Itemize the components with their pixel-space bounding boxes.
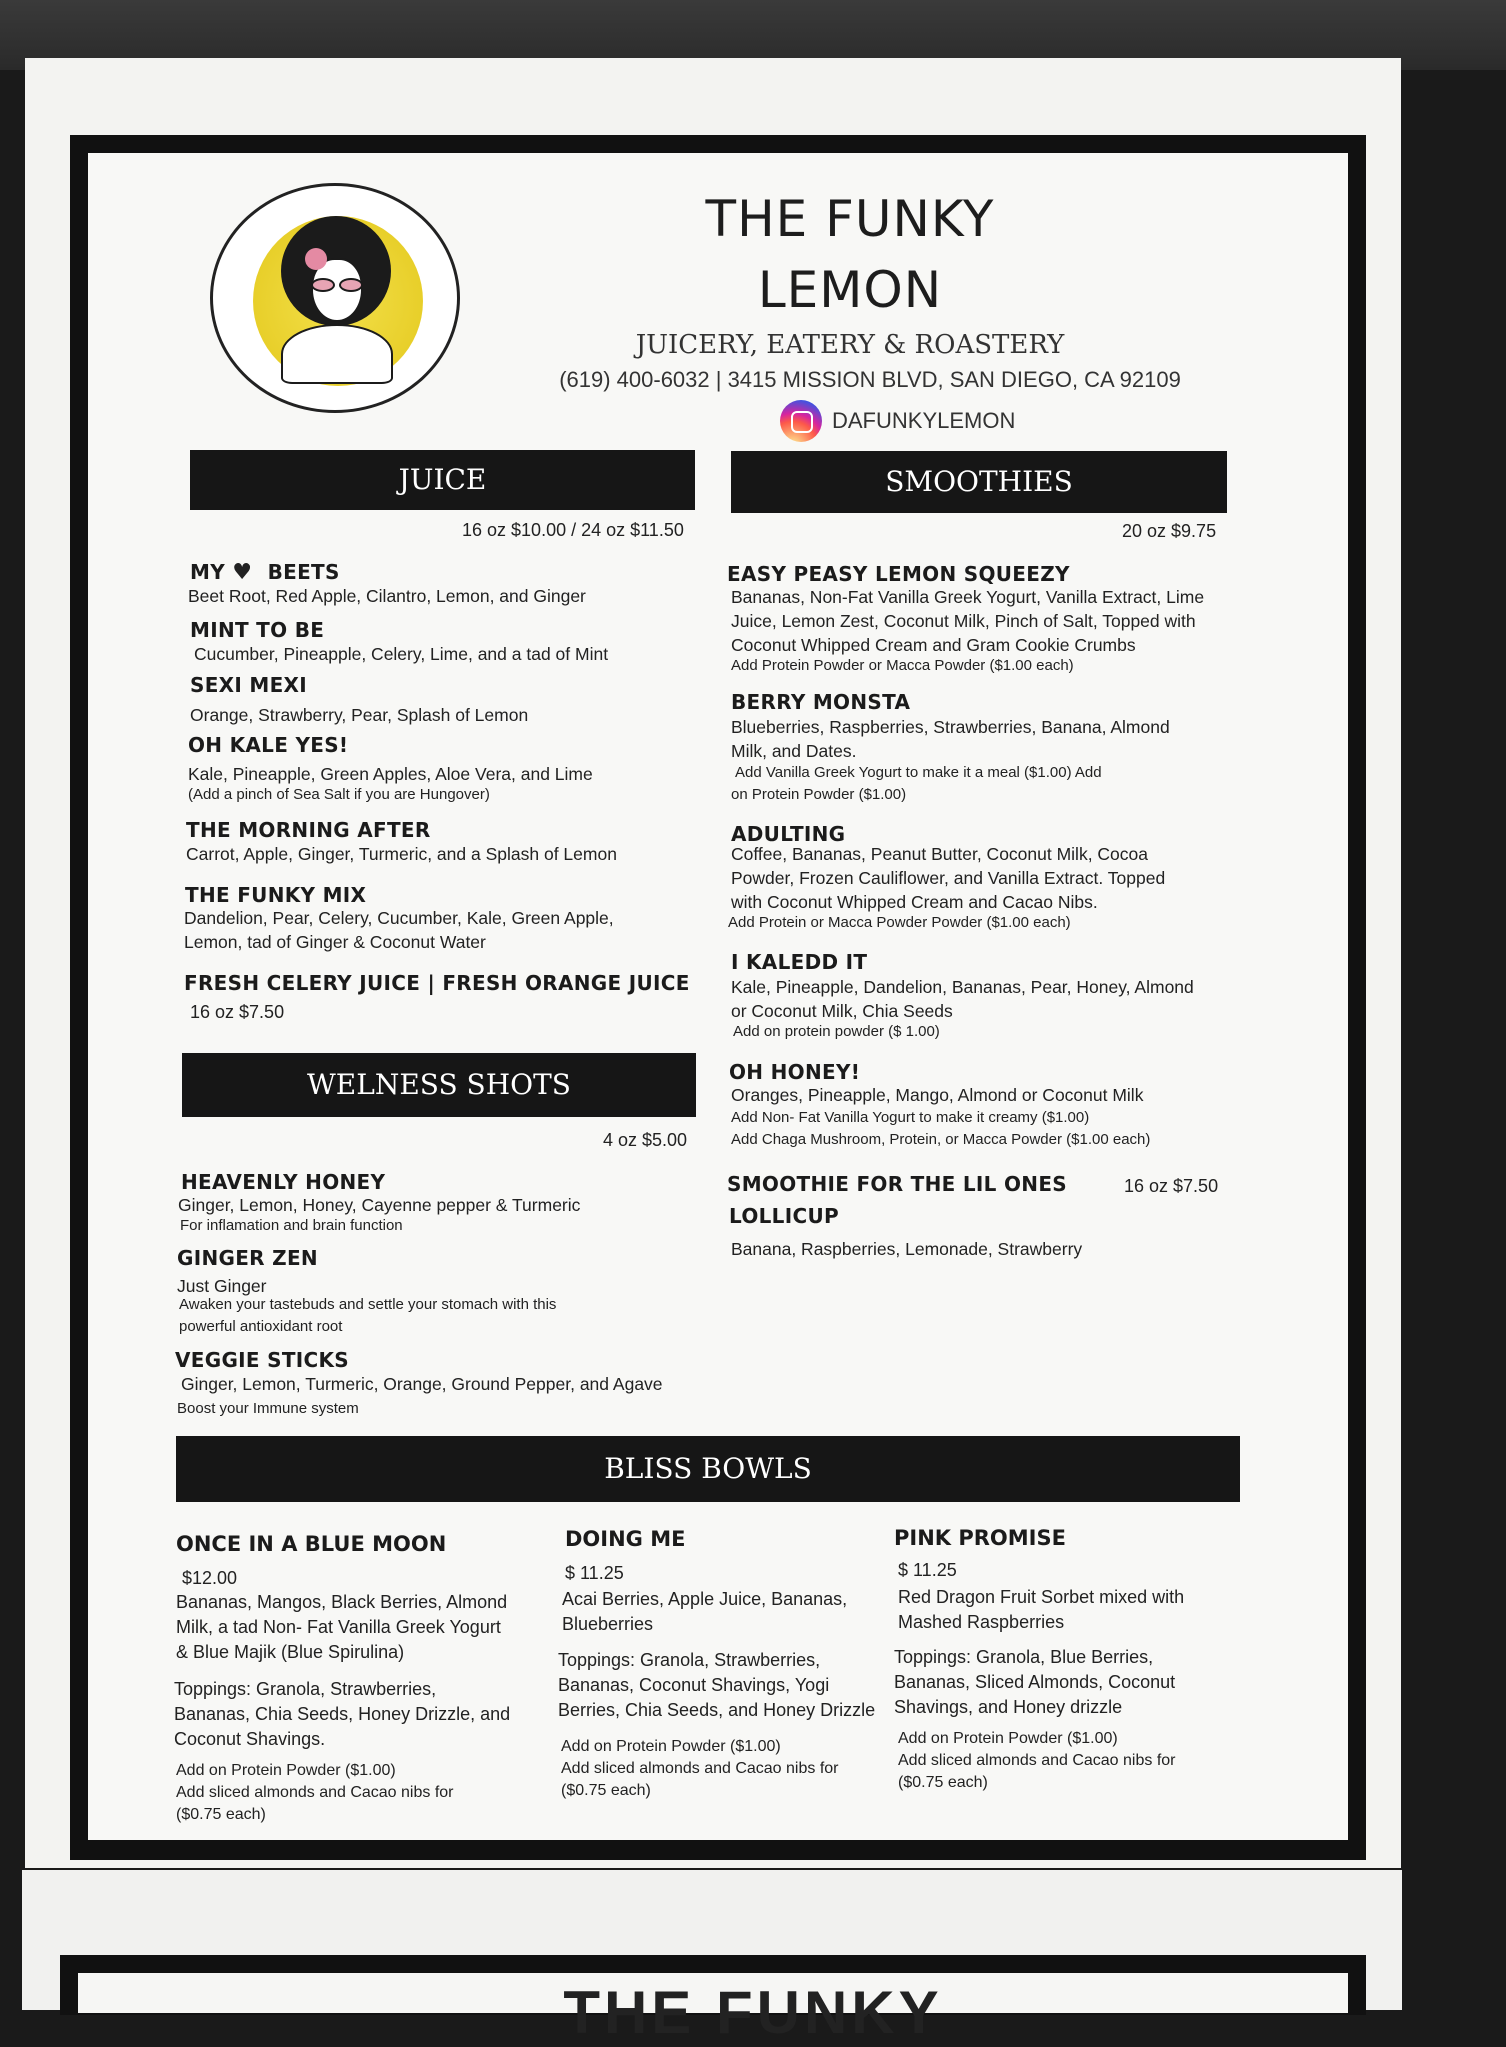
smoothie-item-desc: Oranges, Pineapple, Mango, Almond or Coconut Milk — [731, 1085, 1144, 1105]
bowl-toppings: Bananas, Coconut Shavings, Yogi — [558, 1675, 830, 1695]
shot-item-note: For inflamation and brain function — [180, 1217, 403, 1234]
smoothie-item-note: Add Vanilla Greek Yogurt to make it a meal ($1.00) Add — [735, 764, 1102, 781]
instagram-handle-text: DAFUNKYLEMON — [832, 408, 1016, 433]
juice-item-desc: Carrot, Apple, Ginger, Turmeric, and a Splash of Lemon — [186, 844, 617, 864]
smoothie-item-desc: Bananas, Non-Fat Vanilla Greek Yogurt, Vanilla Extract, Lime — [731, 587, 1205, 607]
shot-item-desc: Just Ginger — [177, 1276, 267, 1296]
fresh-juice-price: 16 oz $7.50 — [190, 1002, 285, 1022]
smoothie-item-note: Add on protein powder ($ 1.00) — [733, 1023, 940, 1040]
funky-lemon-logo — [210, 183, 460, 413]
bowl-toppings: Toppings: Granola, Blue Berries, — [894, 1647, 1154, 1667]
bowl-toppings: Toppings: Granola, Strawberries, — [558, 1650, 821, 1670]
juice-item-desc: Dandelion, Pear, Celery, Cucumber, Kale, Green Apple, — [184, 908, 614, 928]
juice-item-name: MINT TO BE — [190, 618, 325, 642]
restaurant-subtitle: JUICERY, EATERY & ROASTERY — [635, 330, 1065, 360]
bowl-item-desc: Milk, a tad Non- Fat Vanilla Greek Yogurt — [176, 1617, 501, 1637]
bowl-item-desc: & Blue Majik (Blue Spirulina) — [176, 1642, 405, 1662]
instagram-icon — [780, 400, 822, 442]
shots-price: 4 oz $5.00 — [603, 1130, 688, 1150]
smoothie-item-name: OH HONEY! — [729, 1060, 861, 1084]
juice-item-name — [190, 560, 340, 585]
bowl-item-name: PINK PROMISE — [894, 1526, 1066, 1550]
bowl-toppings: Bananas, Chia Seeds, Honey Drizzle, and — [174, 1704, 511, 1724]
shot-item-name: VEGGIE STICKS — [175, 1348, 350, 1372]
bowl-item-desc: Bananas, Mangos, Black Berries, Almond — [176, 1592, 508, 1612]
bowl-item-desc: Blueberries — [562, 1614, 654, 1634]
bowl-item-desc: Acai Berries, Apple Juice, Bananas, — [562, 1589, 848, 1609]
figure-body-graphic — [281, 324, 393, 384]
juice-item-desc: Orange, Strawberry, Pear, Splash of Lemon — [190, 705, 529, 725]
bowl-item-price: $ 11.25 — [565, 1563, 624, 1583]
bowl-note: Add sliced almonds and Cacao nibs for — [561, 1760, 839, 1777]
restaurant-address: (619) 400-6032 | 3415 MISSION BLVD, SAN DIEGO, CA 92109 — [559, 367, 1181, 392]
bowl-item-desc: Red Dragon Fruit Sorbet mixed with — [898, 1587, 1185, 1607]
shot-item-name: GINGER ZEN — [177, 1246, 318, 1270]
shot-item-desc: Ginger, Lemon, Honey, Cayenne pepper & Turmeric — [178, 1195, 581, 1215]
restaurant-title-line1: THE FUNKY — [705, 190, 995, 248]
bowl-note: Add on Protein Powder ($1.00) — [176, 1762, 396, 1779]
smoothie-item-note: Add Protein or Macca Powder Powder ($1.00 each) — [728, 914, 1071, 931]
smoothie-item-name: BERRY MONSTA — [731, 690, 911, 714]
shot-item-note: Boost your Immune system — [177, 1400, 359, 1417]
bowl-note: Add on Protein Powder ($1.00) — [898, 1730, 1118, 1747]
bowl-note: Add on Protein Powder ($1.00) — [561, 1738, 781, 1755]
smoothie-item-desc: Kale, Pineapple, Dandelion, Bananas, Pear, Honey, Almond — [731, 977, 1194, 997]
smoothie-item-note: Add Non- Fat Vanilla Yogurt to make it creamy ($1.00) — [731, 1109, 1090, 1126]
juice-section-header: JUICE — [190, 450, 695, 510]
heart-icon: ♥ — [232, 560, 253, 585]
smoothie-item-desc: Banana, Raspberries, Lemonade, Strawberry — [731, 1239, 1083, 1259]
bowl-note: Add sliced almonds and Cacao nibs for — [176, 1784, 454, 1801]
smoothie-item-desc: Juice, Lemon Zest, Coconut Milk, Pinch of Salt, Topped with — [731, 611, 1196, 631]
sunglasses-graphic — [309, 278, 367, 294]
smoothie-item-note: on Protein Powder ($1.00) — [731, 786, 907, 803]
juice-item-name: OH KALE YES! — [188, 733, 349, 757]
bowl-item-price: $ 11.25 — [898, 1560, 957, 1580]
smoothie-item-name: ADULTING — [731, 822, 846, 846]
flower-icon — [305, 248, 327, 270]
shot-item-note: Awaken your tastebuds and settle your stomach with this — [179, 1296, 557, 1313]
bowl-item-name: DOING ME — [565, 1527, 686, 1551]
juice-item-desc: Kale, Pineapple, Green Apples, Aloe Vera, and Lime — [188, 764, 593, 784]
smoothie-item-name: I KALEDD IT — [731, 950, 868, 974]
smoothies-section-header: SMOOTHIES — [731, 451, 1227, 513]
smoothie-item-name: SMOOTHIE FOR THE LIL ONES — [727, 1172, 1067, 1196]
second-menu-title: THE FUNKY — [563, 1979, 943, 2046]
bowl-note: ($0.75 each) — [898, 1774, 988, 1791]
instagram-handle — [780, 401, 1015, 441]
juice-item-note: (Add a pinch of Sea Salt if you are Hungover) — [188, 786, 490, 803]
smoothie-item-desc: Coconut Whipped Cream and Gram Cookie Crumbs — [731, 635, 1136, 655]
restaurant-title-line2: LEMON — [757, 261, 943, 319]
smoothies-price: 20 oz $9.75 — [1122, 521, 1217, 541]
shot-item-desc: Ginger, Lemon, Turmeric, Orange, Ground Pepper, and Agave — [181, 1374, 663, 1394]
juice-item-name: SEXI MEXI — [190, 673, 308, 697]
bowl-toppings: Berries, Chia Seeds, and Honey Drizzle — [558, 1700, 876, 1720]
juice-item-name: THE FUNKY MIX — [185, 883, 367, 907]
juice-item-name: THE MORNING AFTER — [186, 818, 431, 842]
bowls-section-header: BLISS BOWLS — [176, 1436, 1240, 1502]
juice-item-name-part: MY — [190, 560, 225, 584]
kids-smoothie-price: 16 oz $7.50 — [1124, 1176, 1219, 1196]
bowl-item-price: $12.00 — [182, 1568, 238, 1588]
smoothie-item-desc: Coffee, Bananas, Peanut Butter, Coconut Milk, Cocoa — [731, 844, 1149, 864]
smoothie-item-desc: Powder, Frozen Cauliflower, and Vanilla Extract. Topped — [731, 868, 1166, 888]
smoothie-item-desc: Milk, and Dates. — [731, 741, 857, 761]
bowl-note: ($0.75 each) — [561, 1782, 651, 1799]
bowl-item-desc: Mashed Raspberries — [898, 1612, 1065, 1632]
smoothie-item-note: Add Protein Powder or Macca Powder ($1.00 each) — [731, 657, 1074, 674]
bowl-toppings: Toppings: Granola, Strawberries, — [174, 1679, 437, 1699]
bowl-toppings: Coconut Shavings. — [174, 1729, 326, 1749]
smoothie-item-name: EASY PEASY LEMON SQUEEZY — [727, 562, 1070, 586]
juice-item-name: FRESH CELERY JUICE | FRESH ORANGE JUICE — [184, 971, 690, 995]
smoothie-item-desc: with Coconut Whipped Cream and Cacao Nibs. — [731, 892, 1098, 912]
bowl-toppings: Bananas, Sliced Almonds, Coconut — [894, 1672, 1176, 1692]
bowl-item-name: ONCE IN A BLUE MOON — [176, 1532, 447, 1556]
smoothie-item-name: LOLLICUP — [729, 1204, 839, 1228]
shots-section-header: WELNESS SHOTS — [182, 1053, 696, 1117]
juice-item-desc: Beet Root, Red Apple, Cilantro, Lemon, and Ginger — [188, 586, 586, 606]
smoothie-item-desc: or Coconut Milk, Chia Seeds — [731, 1001, 953, 1021]
juice-item-desc: Cucumber, Pineapple, Celery, Lime, and a tad of Mint — [194, 644, 609, 664]
smoothie-item-desc: Blueberries, Raspberries, Strawberries, Banana, Almond — [731, 717, 1170, 737]
bowl-toppings: Shavings, and Honey drizzle — [894, 1697, 1123, 1717]
juice-price: 16 oz $10.00 / 24 oz $11.50 — [462, 520, 684, 540]
shot-item-name: HEAVENLY HONEY — [181, 1170, 386, 1194]
shot-item-note: powerful antioxidant root — [179, 1318, 343, 1335]
juice-item-name-part: BEETS — [267, 560, 340, 584]
smoothie-item-note: Add Chaga Mushroom, Protein, or Macca Powder ($1.00 each) — [731, 1131, 1151, 1148]
bowl-note: ($0.75 each) — [176, 1806, 266, 1823]
bowl-note: Add sliced almonds and Cacao nibs for — [898, 1752, 1176, 1769]
juice-item-desc: Lemon, tad of Ginger & Coconut Water — [184, 932, 486, 952]
